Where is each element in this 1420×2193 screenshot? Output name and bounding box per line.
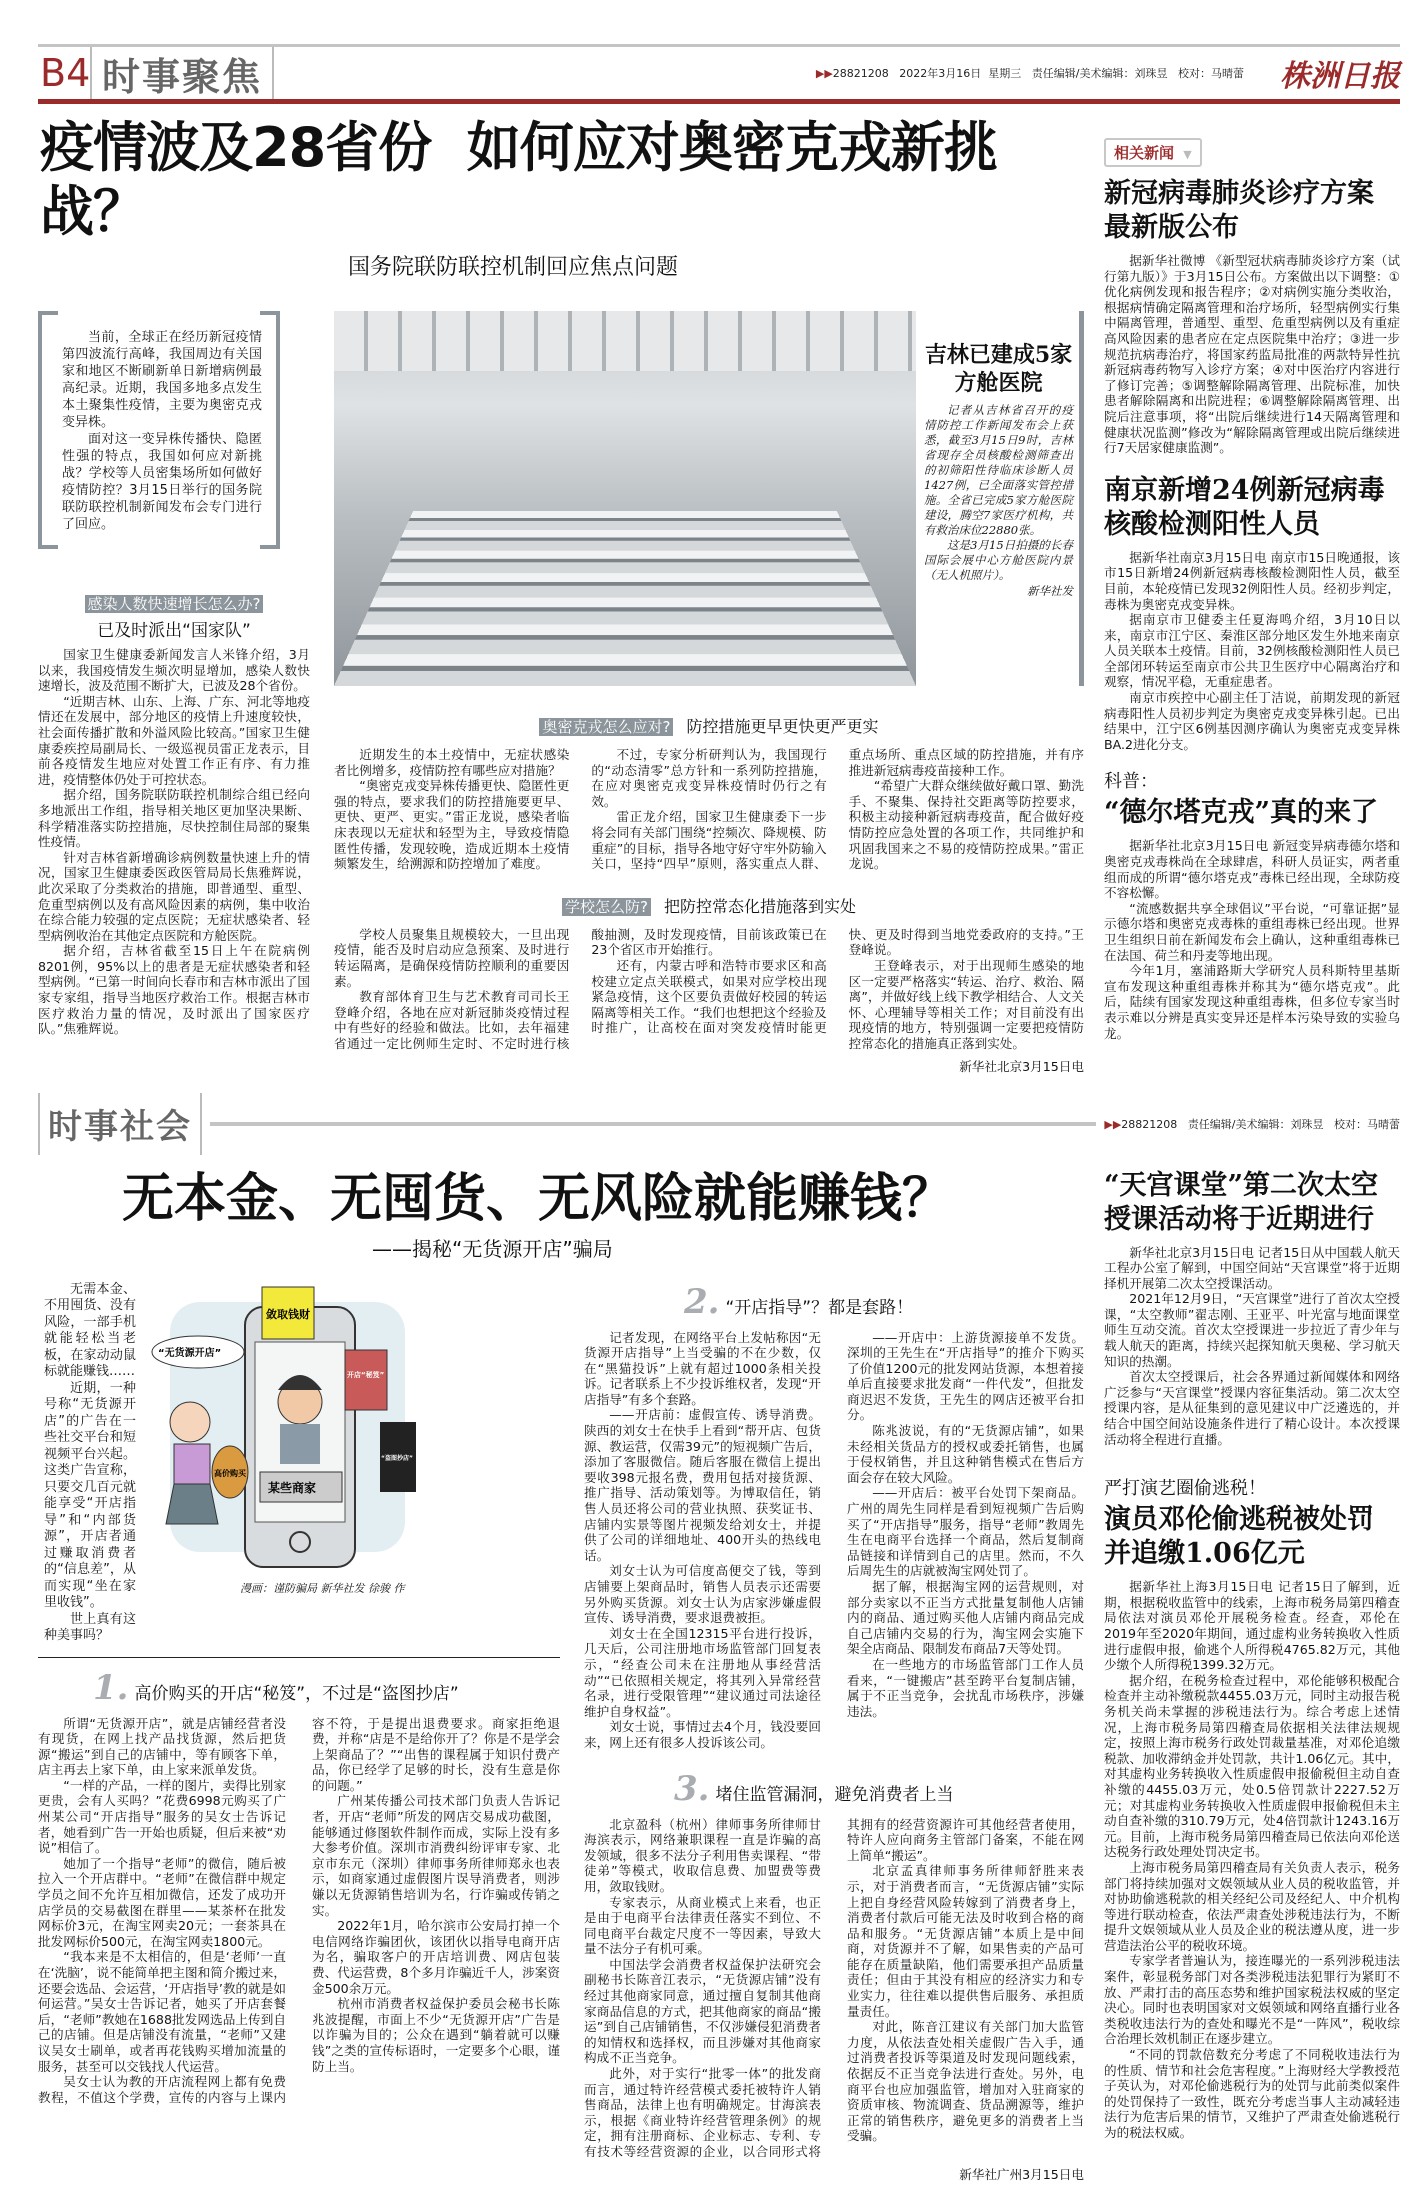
paragraph: ——开店中：上游货源接单不发货。深圳的王先生在“开店指导”的推介下购买了价值1200元的批发网站货源，本想着接单后直接要求批发商“一件代发”，但批发商迟迟不发货，王先生的网店还被平台扣分。 <box>847 1329 1084 1423</box>
paragraph: 针对吉林省新增确诊病例数量快速上升的情况，国家卫生健康委医政医管局局长焦雅辉说，此次采取了分类救治的措施，即普通型、重型、危重型病例以及有高风险因素的病例，集中收治在综合能力较强的定点医院；无症状感染者、轻型病例收治在其他定点医院和方舱医院。 <box>38 849 310 943</box>
cartoon <box>150 1282 430 1645</box>
society-right-column <box>1104 1169 1400 2183</box>
society-subtitle: ——揭秘“无货源开店”骗局 <box>372 1236 613 1261</box>
cartoon-label-coin: 敛取钱财 <box>266 1307 310 1321</box>
news-headline: 南京新增24例新冠病毒核酸检测阳性人员 <box>1104 474 1385 540</box>
paragraph: 南京市疾控中心副主任丁洁说，前期发现的新冠病毒阳性人员初步判定为奥密克戎变异株引起。已出结果中，江宁区6例基因测序确认为奥密克戎变异株BA.2进化分支。 <box>1104 690 1400 752</box>
paragraph: 在一些地方的市场监管部门工作人员看来，“一键搬店”甚至跨平台复制店铺，属于不正当竞争，会扰乱市场秩序，涉嫌违法。 <box>847 1656 1084 1719</box>
paragraph: “不同的罚款倍数充分考虑了不同税收违法行为的性质、情节和社会危害程度。”上海财经大学教授范子英认为，对邓伦偷逃税行为的处罚与此前类似案件的处罚保持了一致性，既充分考虑当事人主动减轻违法行为危害后果的情节，又维护了严肃查处偷逃税行为的税法权威。 <box>1104 2047 1400 2140</box>
related-news-label: 相关新闻 <box>1114 144 1175 162</box>
part3-heading <box>674 1769 1084 1809</box>
paragraph: 无需本金、不用囤货、没有风险，一部手机就能轻松当老板，在家动动鼠标就能赚钱…… <box>44 1281 136 1379</box>
center-column <box>334 311 1084 1075</box>
top-story-body <box>38 311 1084 1075</box>
paragraph: 世上真有这种美事吗？ <box>44 1611 136 1643</box>
part1-body <box>38 1716 560 2106</box>
paragraph: 杭州市消费者权益保护委员会秘书长陈兆波提醒，市面上不少“无货源开店”广告是以诈骗为目的；公众在遇到“躺着就可以赚钱”之类的宣传标语时，一定要多个心眼，谨防上当。 <box>312 1996 560 2074</box>
cartoon-label-shop: 某些商家 <box>268 1480 317 1495</box>
paper-logo: 株洲日报 <box>1280 59 1400 94</box>
news-item <box>1104 1169 1400 1448</box>
news-headline: 新冠病毒肺炎诊疗方案最新版公布 <box>1104 178 1374 243</box>
intro-box <box>38 311 280 549</box>
cartoon-label-copy: “盗图抄店” <box>381 1454 413 1462</box>
part-title: 高价购买的开店“秘笈”，不过是“盗图抄店” <box>134 1683 459 1704</box>
paragraph: 记者发现，在网络平台上发帖称因“无货源开店指导”上当受骗的不在少数，仅在“黑猫投诉”上就有超过1000条相关投诉。记者联系上不少投诉维权者，发现“开店指导”有多个套路。 <box>584 1329 821 1407</box>
subhead-tag: 学校怎么防? <box>562 898 651 916</box>
editor: 责任编辑/美术编辑：刘珠昱 <box>1031 67 1168 80</box>
paragraph: 此外，对于实行“批零一体”的批发商而言，通过特许经营模式委托被特许人销售商品，法律上也有明确规定。甘海滨表示，根据《商业特许经营管理条例》的规定，拥有注册商标、企业标志、专利、专有技术等经营资源的企业，以合同形式将其拥有的经营资源许可其他经营者使用，特许人应向商务主管部门备案，不能在网上简单“搬运”。 <box>584 1816 1084 2159</box>
divider <box>272 47 274 99</box>
hotline-icon: ▶▶ <box>815 67 833 80</box>
part3-body <box>584 1817 1084 2160</box>
paragraph: 北京盈科（杭州）律师事务所律师甘海滨表示，网络兼职课程一直是诈骗的高发领域，很多不法分子利用售卖课程、“带徒弟”等模式，收取信息费、加盟费等费用，敛取钱财。 <box>584 1816 821 1894</box>
paragraph: 记者从吉林省召开的疫情防控工作新闻发布会上获悉，截至3月15日9时，吉林省现存全员核酸检测筛查出的初筛阳性待临床诊断人员1427例，已全面落实管控措施。全省已完成5家方舱医院建设，腾空7家医疗机构，共有救治床位22880张。 <box>924 403 1073 537</box>
paragraph: 近期，一种号称“无货源开店”的广告在一些社交平台和短视频平台兴起。这类广告宣称，只要交几百元就能享受“开店指导”和“内部货源”，开店者通过赚取消费者的“信息差”，从而实现“坐在家里收钱”。 <box>44 1380 136 1610</box>
triangle-down-icon: ▼ <box>1183 148 1192 161</box>
weekday: 星期三 <box>988 67 1022 80</box>
news-body <box>1104 550 1400 753</box>
society-section <box>38 1169 1400 2183</box>
hotline: 28821208 <box>1121 1117 1178 1131</box>
paragraph: 雷正龙介绍，国家卫生健康委下一步将会同有关部门围绕“控频次、降规模、防重症”的目标，指导各地守好守牢外防输入关口，坚持“四早”原则，落实重点人群、重点场所、重点区域的防控措施，并有序推进新冠病毒疫苗接种工作。 <box>591 747 1084 872</box>
photo-caption-body <box>924 403 1073 583</box>
photo-block <box>334 311 1084 686</box>
left-column <box>38 311 310 1075</box>
paragraph: “我本来是不太相信的，但是‘老师’一直在‘洗脑’，说不能简单把主图和简介搬过来，还要会选品、会运营，‘开店指导’教的就是如何运营。”吴女士告诉记者，她买了开店套餐后，“老师”教她在1688批发网选品上传到自己的店铺。但是店铺没有流量，“老师”又建议吴女士刷单，或者再花钱购买增加流量的服务，甚至可以交钱找人代运营。 <box>38 1949 286 2074</box>
part2-body <box>584 1330 1084 1751</box>
part-number: 2. <box>684 1281 720 1322</box>
paragraph: 面对这一变异株传播快、隐匿性强的特点，我国如何应对新挑战？学校等人员密集场所如何做好疫情防控？3月15日举行的国务院联防联控机制新闻发布会专门进行了回应。 <box>62 432 262 532</box>
photo-ceiling <box>334 311 916 371</box>
photo-fangcang-hospital <box>334 311 916 686</box>
cartoon-caption: 漫画：谨防骗局 新华社发 徐骏 作 <box>240 1581 405 1595</box>
paragraph: 据新华社上海3月15日电 记者15日了解到，近期，根据税收监管中的线索，上海市税务局第四稽查局依法对演员邓伦开展税务检查。经查，邓伦在2019年至2020年期间，通过虚构业务转换收入性质进行虚假申报，偷逃个人所得税4765.82万元，其他少缴个人所得税1399.32万元。 <box>1104 1579 1400 1673</box>
paragraph: 这是3月15日拍摄的长春国际会展中心方舱医院内景（无人机照片）。 <box>924 538 1073 582</box>
news-body <box>1104 253 1400 456</box>
part-title: “开店指导”？都是套路！ <box>725 1297 914 1318</box>
paragraph: 据介绍，吉林省截至15日上午在院病例8201例，95%以上的患者是无症状感染者和轻型病例。“已第一时间向长春市和吉林市派出了国家专家组，指导当地医疗救治工作。根据吉林市医疗救治力量的情况，及时派出了国家医疗队。”焦雅辉说。 <box>38 943 310 1037</box>
merchant-body <box>280 1424 320 1464</box>
subhead-infections <box>38 593 310 641</box>
news-body <box>1104 838 1400 1041</box>
bracket-corner <box>260 311 276 315</box>
part2-heading <box>684 1282 1084 1322</box>
paragraph: “希望广大群众继续做好戴口罩、勤洗手、不聚集、保持社交距离等防控要求，积极主动接种新冠病毒疫苗，配合做好疫情防控应急处置的各项工作，共同维护和巩固我国来之不易的疫情防控成果。”雷正龙说。 <box>848 778 1084 872</box>
proofreader: 校对：马晴蕾 <box>1178 67 1244 80</box>
society-info <box>1104 1116 1400 1132</box>
paragraph: 学校人员聚集且规模较大，一旦出现疫情，能否及时启动应急预案、及时进行转运隔离，是确保疫情防控顺利的重要因素。 <box>334 926 570 989</box>
paragraph: 广州某传播公司技术部门负责人告诉记者，开店“老师”所发的网店交易成功截图，能够通过修图软件制作而成，实际上没有多大参考价值。深圳市消费纠纷评审专家、北京市东元（深圳）律师事务所律师郑永也表示，如商家通过虚假图片误导消费者，则涉嫌以无货源销售培训为名，行诈骗或传销之实。 <box>312 1793 560 1918</box>
intro-cartoon-row <box>38 1282 560 1645</box>
photo-credit: 新华社发 <box>1027 584 1073 598</box>
paragraph: 中国法学会消费者权益保护法研究会副秘书长陈音江表示，“无货源店铺”没有经过其他商家同意，通过擅自复制其他商家商品信息的方式，把其他商家的商品“搬运”到自己店铺销售，不仅涉嫌侵犯消费者的知情权和选择权，而且涉嫌对其他商家构成不正当竞争。 <box>584 1956 821 2066</box>
photo-caption-title: 吉林已建成5家方舱医院 <box>924 342 1073 396</box>
date: 2022年3月16日 <box>899 67 982 80</box>
news-body <box>1104 1579 1400 2140</box>
news-headline: “德尔塔克戎”真的来了 <box>1104 797 1379 829</box>
paragraph: 据新华社微博 《新型冠状病毒肺炎诊疗方案（试行第九版）》于3月15日公布。方案做出以下调整：①优化病例发现和报告程序；②对病例实施分类收治，根据病情确定隔离管理和治疗场所，轻型病例实行集中隔离管理，普通型、重型、危重型病例以及有重症高风险因素的患者应在定点医院集中治疗；③进一步规范抗病毒治疗，将国家药监局批准的两款特异性抗新冠病毒药物写入诊疗方案；④对中医治疗内容进行了修订完善；⑤调整解除隔离管理、出院标准，加快患者解除隔离和出院进程；⑥调整解除隔离管理、出院后注意事项，将“出院后继续进行14天隔离管理和健康状况监测”修改为“解除隔离管理或出院后继续进行7天居家健康监测”。 <box>1104 253 1400 456</box>
cartoon-label-bubble: “无货源开店” <box>158 1347 222 1359</box>
dateline: 新华社广州3月15日电 <box>959 2166 1084 2182</box>
dateline: 新华社北京3月15日电 <box>959 1058 1084 1074</box>
society-header <box>38 1093 1400 1155</box>
society-rule <box>210 1122 1096 1126</box>
top-story <box>38 116 1084 1075</box>
society-intro <box>44 1282 136 1645</box>
top-section <box>38 116 1400 1075</box>
hotline-icon: ▶▶ <box>1104 1117 1122 1131</box>
masthead <box>38 44 1400 104</box>
woman-body <box>174 1444 210 1484</box>
cartoon-drawing <box>150 1282 420 1574</box>
schools-body <box>334 927 1084 1052</box>
paragraph: ——开店前：虚假宣传、诱导消费。陕西的刘女士在快手上看到“帮开店、包货源、教运营，仅需39元”的短视频广告后，添加了客服微信。随后客服在微信上提出要收398元报名费，费用包括对接货源、推广指导、活动策划等。为博取信任，销售人员还将公司的营业执照、获奖证书、店铺内实景等图片视频发给刘女士，并提供了公司的详细地址、400开头的热线电话。 <box>584 1407 821 1563</box>
society-headline: 无本金、无囤货、无风险就能赚钱？ <box>122 1168 955 1229</box>
society-right-parts <box>584 1282 1084 2183</box>
main-headline: 疫情波及28省份 如何应对奥密克戎新挑战？ <box>40 116 997 243</box>
subhead-title: 把防控常态化措施落到实处 <box>664 896 857 916</box>
society-main <box>38 1169 1084 2183</box>
masthead-info <box>816 65 1244 81</box>
paragraph: 北京孟真律师事务所律师舒胜来表示，对于消费者而言，“无货源店铺”实际上把自身经营风险转嫁到了消费者身上，消费者付款后可能无法及时收到合格的商品和服务。“无货源店铺”本质上是中间商，对货源并不了解，如果售卖的产品可能存在质量缺陷，他们需要承担产品质量责任；但由于其没有相应的经济实力和专业实力，往往难以提供售后服务、承担质量责任。 <box>847 1863 1084 2019</box>
intro-text <box>62 329 262 533</box>
paragraph: 当前，全球正在经历新冠疫情第四波流行高峰，我国周边有关国家和地区不断刷新单日新增病例最高纪录。近期，我国多地多点发生本土聚集性疫情，主要为奥密克戎变异株。 <box>62 330 262 430</box>
paragraph: 据南京市卫健委主任夏海鸣介绍，3月10日以来，南京市江宁区、秦淮区部分地区发生外地来南京人员关联本土疫情。目前，32例核酸检测阳性人员已全部闭环转运至南京市公共卫生医疗中心隔离治疗和观察，情况平稳，无重症患者。 <box>1104 612 1400 690</box>
paragraph: 新华社北京3月15日电 记者15日从中国载人航天工程办公室了解到，中国空间站“天宫课堂”将于近期择机开展第二次太空授课活动。 <box>1104 1244 1400 1291</box>
part-title: 堵住监管漏洞，避免消费者上当 <box>715 1784 954 1805</box>
paragraph: 上海市税务局第四稽查局有关负责人表示，税务部门将持续加强对文娱领域从业人员的税收监管，并对协助偷逃税款的相关经纪公司及经纪人、中介机构等进行联动检查，依法严肃查处涉税违法行为，不断提升文娱领域从业人员及企业的税法遵从度，进一步营造法治公平的税收环境。 <box>1104 1859 1400 1953</box>
subhead-schools <box>334 894 1084 917</box>
news-body <box>1104 1245 1400 1448</box>
paragraph: 刘女士认为可信度高便交了钱，等到店铺要上架商品时，销售人员表示还需要另外购买货源。刘女士认为店家涉嫌虚假宣传、诱导消费，要求退费被拒。 <box>584 1563 821 1626</box>
society-section-title: 时事社会 <box>48 1107 192 1147</box>
photo-caption-panel <box>916 311 1084 686</box>
news-kicker: 严打演艺圈偷逃税！ <box>1104 1478 1266 1500</box>
part-divider <box>38 1657 560 1658</box>
paragraph: 教育部体育卫生与艺术教育司司长王登峰介绍，各地在应对新冠肺炎疫情过程中有些好的经验和做法。比如，去年福建省通过一定比例师生定时、不定时进行核酸抽测，及时发现疫情，目前该政策已在23个省区市开始推行。 <box>334 926 827 1051</box>
editor: 责任编辑/美术编辑：刘珠昱 <box>1187 1117 1324 1131</box>
paragraph: 专家学者普遍认为，接连曝光的一系列涉税违法案件，彰显税务部门对各类涉税违法犯罪行为紧盯不放、严肃打击的高压态势和维护国家税法权威的坚定决心。同时也表明国家对文娱领域和网络直播行业各类税收违法行为的查处和曝光不是“一阵风”，税收综合治理长效机制正在逐步建立。 <box>1104 1953 1400 2047</box>
paragraph: 据介绍，在税务检查过程中，邓伦能够积极配合检查并主动补缴税款4455.03万元，同时主动报告税务机关尚未掌握的涉税违法行为。综合考虑上述情况，上海市税务局第四稽查局依据相关法律法规规定，按照上海市税务行政处罚裁量基准，对邓伦追缴税款、加收滞纳金并处罚款，共计1.06亿元。其中，对其虚构业务转换收入性质虚假申报偷税但主动自查补缴的4455.03万元，处0.5倍罚款计2227.52万元；对其虚构业务转换收入性质虚假申报偷税但未主动自查补缴的310.79万元，处4倍罚款计1243.16万元。目前，上海市税务局第四稽查局已依法向邓伦送达税务行政处理处罚决定书。 <box>1104 1672 1400 1860</box>
part-number: 1. <box>93 1667 129 1708</box>
subhead-omicron <box>334 714 1084 737</box>
proofreader: 校对：马晴蕾 <box>1334 1117 1400 1131</box>
paragraph: 国家卫生健康委新闻发言人米锋介绍，3月以来，我国疫情发生频次明显增加，感染人数快速增长，波及范围不断扩大，已波及28个省份。 <box>38 647 310 694</box>
paragraph: 王登峰表示，对于出现师生感染的地区一定要严格落实“转运、治疗、救治、隔离”，并做好线上线下教学相结合、人文关怀、心理辅导等相关工作；对目前没有出现疫情的地方，特别强调一定要把疫情防控常态化的措施真正落到实处。 <box>848 957 1084 1051</box>
paragraph: 据了解，根据淘宝网的运营规则，对部分卖家以不正当方式批量复制他人店铺内的商品、通过购买他人店铺内商品完成自己店铺内交易的行为，淘宝网会实施下架全店商品、限制发布商品7天等处罚。 <box>847 1579 1084 1657</box>
cartoon-label-bag: 高价购买 <box>214 1468 246 1478</box>
paragraph: 今年1月，塞浦路斯大学研究人员科斯特里基斯宣布发现这种重组毒株并称其为“德尔塔克戎”。此后，陆续有国家发现这种重组毒株，但多位专家当时表示难以分辨是真实变异还是样本污染导致的实验乌龙。 <box>1104 963 1400 1041</box>
related-news-list <box>1104 177 1400 1041</box>
photo-beds <box>334 511 916 686</box>
paragraph: ——开店后：被平台处罚下架商品。广州的周先生同样是看到短视频广告后购买了“开店指导”服务，指导“老师”教周先生在电商平台选择一个商品，然后复制商品链接和详情到自己的店里。然而，不久后周先生的店就被淘宝网处罚了。 <box>847 1485 1084 1579</box>
woman-skirt <box>166 1484 218 1524</box>
cartoon-label-secret: 开店“秘笈” <box>347 1370 385 1379</box>
news-headline: “天宫课堂”第二次太空授课活动将于近期进行 <box>1104 1169 1379 1235</box>
paragraph: 所谓“无货源开店”，就是店铺经营者没有现货，在网上找产品找货源，然后把货源“搬运”到自己的店铺中，等有顾客下单，店主再去上家下单，由上家来派单发货。 <box>38 1715 286 1778</box>
page-number: B4 <box>40 51 91 95</box>
subhead-title: 已及时派出“国家队” <box>97 621 251 641</box>
paragraph: 刘女士在全国12315平台进行投诉，几天后，公司注册地市场监管部门回复表示，“经查公司未在注册地从事经营活动”“已依照相关规定，将其列入异常经营名录，进行受限管理”“建议通过司法途径维护自身权益”。 <box>584 1625 821 1719</box>
paragraph: “一样的产品，一样的图片，卖得比别家更贵，会有人买吗？”花费6998元购买了广州某公司“开店指导”服务的吴女士告诉记者，她看到广告一开始也质疑，但后来被“劝说”相信了。 <box>38 1777 286 1856</box>
related-news-tag <box>1104 138 1202 167</box>
section-title: 时事聚焦 <box>102 54 263 99</box>
part1-heading <box>93 1668 560 1708</box>
news-item <box>1104 1477 1400 2140</box>
bracket-corner <box>42 311 58 315</box>
paragraph: 专家表示，从商业模式上来看，也正是由于电商平台法律责任落实不到位、不同电商平台裁定尺度不一等因素，导致大量不法分子有机可乘。 <box>584 1894 821 1957</box>
secret-book <box>345 1350 387 1410</box>
paragraph: 刘女士说，事情过去4个月，钱没要回来，网上还有很多人投诉该公司。 <box>584 1719 821 1750</box>
society-body <box>38 1282 1084 2183</box>
paragraph: 她加了一个指导“老师”的微信，随后被拉入一个开店群中。“老师”在微信群中规定学员之间不允许互相加微信，还发了成功开店学员的交易截图在群里——某茶杯在批发网标价3元，在淘宝网卖20元；一套茶具在批发网标价500元，在淘宝网卖1800元。 <box>38 1855 286 1949</box>
paragraph: 据新华社南京3月15日电 南京市15日晚通报，该市15日新增24例新冠病毒核酸检测阳性人员，截至目前，本轮疫情已发现32例阳性人员。经初步判定，毒株为奥密克戎变异株。 <box>1104 549 1400 612</box>
paragraph: 不过，专家分析研判认为，我国现行的“动态清零”总方针和一系列防控措施，在应对奥密克戎变异株疫情时仍行之有效。 <box>591 747 827 809</box>
bracket-corner <box>42 545 58 549</box>
news-kicker: 科普： <box>1104 771 1158 793</box>
society-left <box>38 1282 560 2183</box>
paragraph: 近期发生的本土疫情中，无症状感染者比例增多，疫情防控有哪些应对措施？ <box>334 747 570 778</box>
infections-body <box>38 647 310 1037</box>
paragraph: 吴女士认为教的开店流程网上都有免费教程，不值这个学费，宣传的内容与上课内容不符，于是提出退费要求。商家拒绝退费，并称“店是不是给你开了？你是不是学会上架商品了？”“出售的课程属于知识付费产品，你已经学了足够的时长，没有生意是你的问题。” <box>38 1715 560 2105</box>
related-news-column <box>1104 138 1400 1075</box>
paragraph: 还有，内蒙古呼和浩特市要求区和高校建立定点关联模式，如果对应学校出现紧急疫情，这个区要负责做好校园的转运隔离等相关工作。“我们也想把这个经验及时推广，让高校在面对突发疫情时能更快、更及时得到当地党委政府的支持。”王登峰说。 <box>591 926 1084 1036</box>
paragraph: 对此，陈音江建议有关部门加大监管力度，从依法查处相关虚假广告入手，通过消费者投诉等渠道及时发现问题线索，依据反不正当竞争法进行查处。另外，电商平台也应加强监管，增加对入驻商家的资质审核、物流调查、货品溯源等，维护正常的销售秩序，避免更多的消费者上当受骗。 <box>847 2019 1084 2144</box>
bracket-corner <box>260 545 276 549</box>
paragraph: 首次太空授课后，社会各界通过新闻媒体和网络广泛参与“天宫课堂”授课内容征集活动。第二次太空授课内容，是从征集到的意见建议中广泛遴选的，并结合中国空间站设施条件进行了精心设计。本次授课活动将全程进行直播。 <box>1104 1369 1400 1447</box>
paragraph: 2022年1月，哈尔滨市公安局打掉一个电信网络诈骗团伙，该团伙以指导电商开店为名，骗取客户的开店培训费、网店包装费、代运营费，8个多月诈骗近千人，涉案资金500余万元。 <box>312 1918 560 1996</box>
paragraph: 陈兆波说，有的“无货源店铺”，如果未经相关货品方的授权或委托销售，也属于侵权销售，并且这种销售模式在售后方面会存在较大风险。 <box>847 1423 1084 1485</box>
woman-face <box>170 1402 210 1442</box>
divider <box>200 1093 202 1155</box>
subhead-tag: 奥密克戎怎么应对? <box>539 718 673 736</box>
news-item <box>1104 177 1400 456</box>
subhead-tag: 感染人数快速增长怎么办? <box>85 595 264 613</box>
paragraph: 据介绍，国务院联防联控机制综合组已经向多地派出工作组，指导相关地区更加坚决果断、科学精准落实防控措施，尽快控制住局部的聚集性疫情。 <box>38 787 310 850</box>
main-subtitle: 国务院联防联控机制回应焦点问题 <box>348 255 679 280</box>
paragraph: 据新华社北京3月15日电 新冠变异病毒德尔塔和奥密克戎毒株尚在全球肆虐，科研人员证实，两者重组而成的所谓“德尔塔克戎”毒株已经出现，全球防疫不容松懈。 <box>1104 838 1400 901</box>
part-number: 3. <box>674 1768 710 1809</box>
paragraph: 2021年12月9日，“天宫课堂”进行了首次太空授课，“太空教师”翟志刚、王亚平、叶光富与地面课堂师生互动交流。首次太空授课进一步拉近了青少年与载人航天的距离，持续兴起探知航天奥秘、学习航天知识的热潮。 <box>1104 1291 1400 1369</box>
hotline: 28821208 <box>832 67 889 80</box>
subhead-title: 防控措施更早更快更严更实 <box>686 717 879 736</box>
paragraph: “奥密克戎变异株传播更快、隐匿性更强的特点，要求我们的防控措施要更早、更快、更严、更实。”雷正龙说，感染者临床表现以无症状和轻型为主，导致疫情隐匿性传播，发现较晚，造成近期本土疫情频繁发生，给溯源和防控增加了难度。 <box>334 778 570 872</box>
divider <box>38 1093 40 1155</box>
omicron-body <box>334 747 1084 872</box>
news-headline: 演员邓伦偷逃税被处罚并追缴1.06亿元 <box>1104 1504 1374 1570</box>
news-item <box>1104 770 1400 1041</box>
paragraph: “流感数据共享全球倡议”平台说，“可靠证据”显示德尔塔和奥密克戎毒株的重组毒株已经出现。世界卫生组织日前在新闻发布会上确认，这种重组毒株已在法国、荷兰和丹麦等地出现。 <box>1104 900 1400 963</box>
paragraph: “近期吉林、山东、上海、广东、河北等地疫情还在发展中，部分地区的疫情上升速度较快，社会面传播扩散和外溢风险比较高。”国家卫生健康委疾控局副局长、一级巡视员雷正龙表示，目前各疫情发生地应对处置工作正有序、有力推进，疫情整体仍处于可控状态。 <box>38 693 310 787</box>
news-item <box>1104 474 1400 753</box>
